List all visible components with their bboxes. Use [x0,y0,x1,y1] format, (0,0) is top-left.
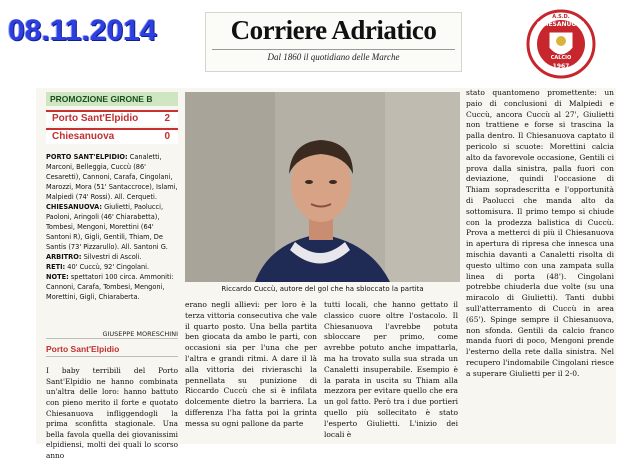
crest-text-4: 1967 [552,63,570,70]
masthead-rule [212,49,455,50]
notes-text: spettatori 100 circa. Ammoniti: Cannoni, Carafa, Tombesi, Mengoni, Morettini, Gigli, Chiaraberta. [46,273,174,301]
referee-text: Silvestri di Ascoli. [83,253,142,261]
article-column-3-text: stato quantomeno promettente: un paio di conclusioni di Malpiedi e Cuccù, ancora Cuccù al 27', Giulietti non trattiene e forse si trascina la palla dentro. Il Chiesanuova captato il pericolo si scuote: Morettini calcia alto da favorevole occasione, Gentili ci prova dalla sinistra, palla fuori con deviazione, quindi l'occasione di Thiam sopradescritta e l'opportunità di Paolucci che manda alto da sottomisura. Il primo tempo si chiude con la prodezza balistica di Cuccù. Prova a metterci di più il Chiesanuova in apertura di ripresa che innesca una mischia davanti a Canaletti risolta di questo ultimo con una zampata sulla linea di porta (48'). Cingolani potrebbe chiuderla due volte (su una miracolo di Giulietti). Tanti dubbi sull'atterramento di Cuccù in area (65'). Spinge sempre il Chiesanuova, non sfonda. Gentili da calcio franco manda fuori di poco, Mengoni prende l'esterno della rete dalla sinistra. Nel recupero l'indomabile Cingolani riesce a superare Giulietti per il 2-0. [466,88,614,378]
lineup-home-text: Canaletti, Marconi, Belleggia, Cuccù (86' Cesaretti), Cannoni, Carafa, Cingolani, Marozzi, Mora (51' Santaccroce), Islami, Malpiedi (74' Rossi). All. Cerqueti. [46,153,178,201]
section-header: PROMOZIONE GIRONE B [46,92,178,106]
result-row-home [46,110,178,126]
home-team-name: Porto Sant'Elpidio [52,113,139,124]
article-column-3 [466,88,614,380]
author-byline: GIUSEPPE MORESCHINI [46,330,178,339]
lineup-away-label: CHIESANUOVA: [46,203,102,211]
referee-line [46,252,178,262]
masthead-name: Corriere Adriatico [230,15,437,45]
crest-text-3: CALCIO [550,55,572,61]
goals-line [46,262,178,272]
article-column-2 [324,300,458,440]
goals-label: RETI: [46,263,66,271]
article-column-1 [185,300,317,430]
home-team-score: 2 [164,113,170,124]
notes-line [46,272,178,302]
article-kicker: Porto Sant'Elpidio [46,344,178,357]
photo-caption: Riccardo Cuccù, autore del gol che ha sbloccato la partita [221,285,424,293]
article-lead: I baby terribili del Porto Sant'Elpidio ne hanno combinata un'altra delle loro: hanno battuto con pieno merito il forte e quotato Chiesanuova infliggendogli la prima sconfitta stagionale. Una bella favola quella dei giovanissimi elpidiensi, molti dei quali lo scorso anno [46,366,178,461]
away-team-name: Chiesanuova [52,131,115,142]
article-column-2-text: tutti locali, che hanno gettato il classico cuore oltre l'ostacolo. Il Chiesanuova l'avrebbe potuta sbloccare per primo, come avrebbe potuto anche impattarla, ma ha trovato sulla sua strada un Canaletti insuperabile. Esempio è la parata in uscita su Thiam alla mezzora per evitare quello che era un gol fatto. Però tra i due portieri quello più sollecitato è stato l'esperto Giulietti. L'inizio dei locali è [324,300,458,439]
lineup-away [46,202,178,252]
date-stamp: 08.11.2014 [8,14,157,47]
lineup-home-label: PORTO SANT'ELPIDIO: [46,153,128,161]
masthead-tagline: Dal 1860 il quotidiano delle Marche [267,52,400,62]
player-photo [185,92,460,282]
away-team-score: 0 [164,131,170,142]
lineup-home [46,152,178,202]
notes-label: NOTE: [46,273,69,281]
crest-text-1: A.S.D. [552,14,570,20]
goals-text: 40' Cuccù, 92' Cingolani. [67,263,150,271]
newspaper-masthead [205,12,462,72]
referee-label: ARBITRO: [46,253,82,261]
match-sheet [46,152,178,302]
crest-text-2: CHIESANUOVA [536,21,586,28]
lineup-away-text: Giulietti, Paolucci, Paoloni, Aringoli (46' Chiarabetta), Tombesi, Mengoni, Morettini (64' Santoni R), Gigli, Gentili, Thiam, De Santis (73' Pizzarullo). All. Santoni G. [46,203,168,251]
article-column-1-text: erano negli allievi: per loro è la terza vittoria consecutiva che vale il quarto posto. Una bella partita ben giocata da ambo le parti, con occasioni sia per l'una che per l'altra e grandi ritmi. A dare il là alla vittoria dei rivieraschi la pennellata su punizione di Riccardo Cuccù che si è infilata dolcemente dietro la barriera. La differenza l'ha fatta poi la grinta messa su ogni pallone da parte [185,300,317,428]
result-row-away [46,128,178,144]
club-crest-icon [525,6,597,82]
